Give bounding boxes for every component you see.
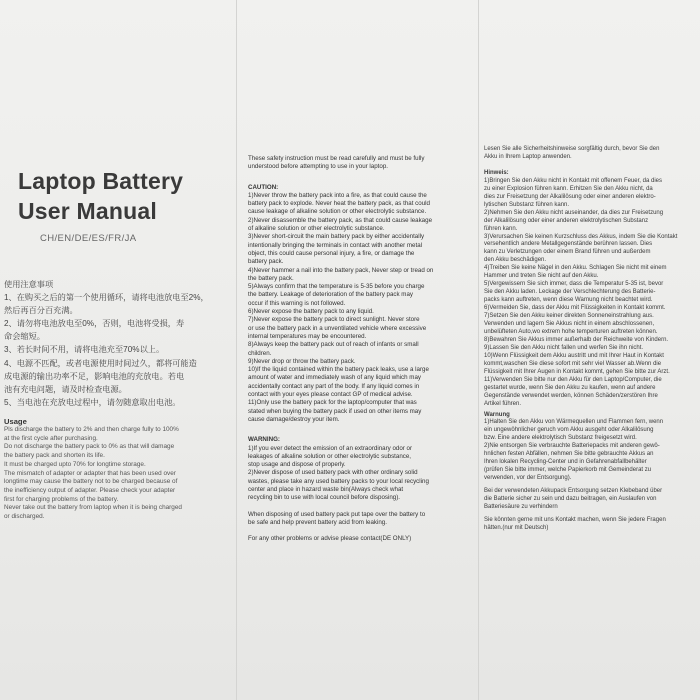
usage-line: The mismatch of adapter or adapter that has been used over: [4, 469, 176, 477]
caution-line: cause damage/destroy your item.: [248, 415, 340, 423]
de-warn-line: 2)Nie entsorgen Sie verbrauchte Batteriepacks mit anderen gewö-: [484, 443, 660, 450]
caution-line: 9)Never drop or throw the battery pack.: [248, 357, 356, 365]
usage-line: Do not discharge the battery pack to 0% as that will damage: [4, 443, 175, 451]
de-line: kann zu Verletzungen oder einem Brand führen und außerdem: [484, 249, 651, 256]
caution-line: 1)Never throw the battery pack into a fire, as that could cause the: [248, 191, 427, 199]
de-line: Sie den Akku laden. Leckage der Verschlechterung des Batterie-: [484, 289, 656, 296]
warning-line: leakages of alkaline solution or other electrolytic substance,: [248, 452, 412, 460]
de-line: 4)Treiben Sie keine Nägel in den Akku. Schlagen Sie nicht mit einem: [484, 265, 667, 272]
de-closing-line: Bei der verwendeten Akkupack Entsorgung setzen Klebeband über: [484, 488, 663, 495]
de-warn-line: (prüfen Sie bitte immer, welche Papierkorb mit Gemeinderat zu: [484, 467, 652, 474]
de-line: lytischen Substanz führen kann.: [484, 201, 570, 208]
de-intro-line: Akku in Ihrem Laptop anwenden.: [484, 153, 572, 160]
usage-heading: Usage: [4, 417, 27, 426]
de-line: 3)Verursachen Sie keinen Kurzschluss des Akkus, indem Sie die Kontakt: [484, 233, 678, 240]
de-line: 2)Nehmen Sie den Akku nicht auseinander, da dies zur Freisetzung: [484, 209, 664, 216]
de-line: unbelüfteten Auto,wo extrem hohe temperturen auftreten können.: [484, 328, 658, 335]
zh-line: 3、若长时间不用，请将电池充至70%以上。: [4, 345, 165, 355]
de-line: der Alkalilösung oder einer anderen elektrolytischen Substanz: [484, 217, 649, 224]
en-intro-line: These safety instruction must be read carefully and must be fully: [248, 155, 425, 162]
caution-line: children.: [248, 349, 272, 357]
de-line: Gegenstände verwendet werden, können Schäden/zerstören Ihre: [484, 392, 658, 399]
caution-line: amount of water and immediately wash of any liquid which may: [248, 374, 421, 382]
caution-line: the battery pack.: [248, 274, 294, 282]
caution-line: internal temperatures may be encountered.: [248, 332, 367, 340]
zh-line: 池有充电问题，请及时检查电源。: [4, 384, 127, 394]
zh-line: 然后再百分百充满。: [4, 306, 78, 316]
de-line: den Akku beschädigen.: [484, 257, 547, 264]
caution-line: accidentally contact any part of the body. If any liquid comes in: [248, 382, 420, 390]
zh-line: 2、请勿将电池放电至0%，否则，电池将受损，寿: [4, 319, 185, 329]
warning-line: 2)Never dispose of used battery pack with other ordinary solid: [248, 469, 418, 477]
de-warn-line: verwenden, vor der Entsorgung).: [484, 475, 572, 482]
de-line: 11)Verwenden Sie bitte nur den Akku für den Laptop/Computer, die: [484, 376, 662, 383]
caution-line: 10)If the liquid contained within the battery pack leaks, use a large: [248, 366, 429, 374]
de-line: 1)Bringen Sie den Akku nicht in Kontakt mit offenem Feuer, da dies: [484, 177, 662, 184]
usage-line: Pls discharge the battery to 2% and then charge fully to 100%: [4, 426, 179, 433]
column-german: [482, 0, 700, 700]
usage-line: at the first cycle after purchasing.: [4, 434, 98, 442]
caution-line: 11)Only use the battery pack for the laptop/computer that was: [248, 399, 417, 407]
column-divider: [478, 0, 479, 700]
warning-line: stop usage and dispose of properly.: [248, 461, 346, 469]
caution-line: occur if this warning is not followed.: [248, 299, 346, 307]
zh-line: 命会缩短。: [4, 332, 45, 342]
de-line: 8)Bewahren Sie Akkus immer außerhalb der Reichweite von Kindern.: [484, 336, 669, 343]
usage-line: the inefficiency output of adapter. Please check your adapter: [4, 486, 176, 494]
caution-line: cause leakage of alkaline solution or other electrolytic substance.: [248, 208, 427, 216]
usage-line: the battery pack and shorten its life.: [4, 452, 105, 460]
de-line: 5)Vergewissern Sie sich immer, dass die Temperatur 5-35 ist, bevor: [484, 281, 664, 288]
caution-line: stated when buying the battery pack if used on other items may: [248, 407, 422, 415]
caution-line: 6)Never expose the battery pack to any liquid.: [248, 308, 374, 316]
caution-line: intentionally bringing the terminals in contact with another metal: [248, 241, 423, 249]
en-intro-line: understood before attempting to use in your laptop.: [248, 163, 388, 171]
contact-line: For any other problems or advise please contact(DE ONLY): [248, 535, 412, 543]
de-warn-line: hnlichen festen Abfällen, nehmen Sie bitte gebrauchte Akkus an: [484, 451, 654, 458]
de-line: packs kann auftreten, wenn diese Warnung nicht beachtet wird.: [484, 297, 653, 304]
manual-title: [18, 166, 228, 226]
caution-line: 5)Always confirm that the temperature is 5-35 before you charge: [248, 283, 425, 291]
usage-line: first for charging problems of the battery.: [4, 495, 119, 503]
warning-line: center and place in hazard waste bin(Always check what: [248, 485, 404, 493]
warning-line: recycling bin to use with local council before disposing).: [248, 494, 401, 502]
de-contact-line: hätten.(nur mit Deutsch): [484, 524, 549, 531]
caution-line: battery pack.: [248, 258, 284, 266]
usage-line: longtime may cause the battery not to be charged because of: [4, 478, 178, 486]
hinweis-heading: Hinweis:: [484, 169, 509, 176]
caution-line: of alkaline solution or other electrolytic substance.: [248, 225, 385, 233]
usage-line: or discharged.: [4, 513, 45, 521]
title-line-1: Laptop Battery: [18, 168, 184, 194]
de-line: 6)Vermeiden Sie, dass der Akku mit Flüssigkeiten in Kontakt kommt.: [484, 305, 666, 312]
zh-line: 1、在购买之后的第一个使用循环，请将电池放电至2%，: [4, 293, 209, 303]
de-warn-line: Ihren lokalen Recycling-Center und in Gefahrenabfallbehälter: [484, 459, 647, 466]
title-line-2: User Manual: [18, 198, 157, 224]
caution-line: or use the battery pack in a unventilated vehicle where excessive: [248, 324, 427, 332]
closing-line: When disposing of used battery pack put tape over the battery to: [248, 510, 426, 518]
de-closing-line: Batteriesäure zu verhindern: [484, 503, 558, 510]
zh-line: 4、电源不匹配，或者电源使用时间过久，都将可能造: [4, 358, 197, 368]
chinese-instructions: [4, 278, 226, 409]
column-divider: [236, 0, 237, 700]
warning-line: wastes, please take any used battery packs to your local recycling: [248, 477, 429, 485]
caution-heading: CAUTION:: [248, 183, 279, 191]
closing-line: be safe and help prevent battery acid from leaking.: [248, 518, 387, 526]
de-warn-line: ein ungewöhnlicher geruch vom Akku ausgeht oder Alkalilösung: [484, 427, 654, 434]
de-line: 9)Lassen Sie den Akku nicht fallen und werfen Sie ihn nicht.: [484, 344, 644, 351]
de-line: gestartet wurde, wenn Sie den Akku zu kaufen, wenn auf andere: [484, 384, 656, 391]
de-line: dies zur Freisetzung der Alkalilösung oder einer anderen elektro-: [484, 193, 656, 200]
de-line: Verwenden und lagern Sie Akkus nicht in einem abschlossenen,: [484, 321, 655, 328]
language-list: CH/EN/DE/ES/FR/JA: [40, 233, 137, 244]
warning-line: 1)If you ever detect the emission of an extraordinary odor or: [248, 444, 413, 452]
de-line: kommt,waschen Sie diese sofort mit sehr viel Wasser ab.Wenn die: [484, 360, 662, 367]
de-line: versehentlich andere Metallgegenstände berühren lassen. Dies: [484, 241, 653, 248]
de-line: 7)Setzen Sie den Akku keiner direkten Sonneneinstrahlung aus.: [484, 313, 654, 320]
zh-line: 5、当电池在充放电过程中，请勿随意取出电池。: [4, 397, 181, 407]
caution-line: 8)Always keep the battery pack out of reach of infants or small: [248, 341, 419, 349]
de-line: 10)Wenn Flüssigkeit dem Akku austritt und mit Ihrer Haut in Kontakt: [484, 352, 664, 359]
caution-line: the battery. Leakage of deterioration of the battery pack may: [248, 291, 413, 299]
caution-line: 7)Never expose the battery pack to direct sunlight. Never store: [248, 316, 420, 324]
usage-text: [4, 426, 232, 522]
warning-heading: WARNING:: [248, 436, 280, 444]
zh-line: 成电源的输出功率不足，影响电池的充放电。若电: [4, 371, 185, 381]
de-warn-line: 1)Halten Sie den Akku von Wärmequellen und Flammen fern, wenn: [484, 419, 664, 426]
zh-line: 使用注意事项: [4, 280, 54, 289]
caution-line: battery pack to explode. Never heat the battery pack, as that could: [248, 200, 430, 208]
usage-line: It must be charged upto 70% for longtime storage.: [4, 460, 146, 468]
german-instructions: [484, 146, 698, 533]
caution-line: 4)Never hammer a nail into the battery pack, Never step or tread on: [248, 266, 434, 274]
de-intro-line: Lesen Sie alle Sicherheitshinweise sorgfältig durch, bevor Sie den: [484, 146, 660, 152]
de-contact-line: Sie könnten gerne mit uns Kontakt machen, wenn Sie jedere Fragen: [484, 516, 666, 523]
de-line: führen kann.: [484, 225, 518, 232]
caution-line: 3)Never short-circuit the main battery pack by either accidentally: [248, 233, 425, 241]
usage-line: Never take out the battery from laptop when it is being charged: [4, 504, 182, 512]
de-line: Flüssigkeit mit Ihrer Augen in Kontakt kommt, gehen Sie bitte zur Arzt.: [484, 368, 670, 375]
de-closing-line: die Batterie sicher zu sein und dazu beitragen, ein Auslaufen von: [484, 496, 657, 503]
de-line: Artikel führen.: [484, 400, 522, 407]
de-warn-line: bzw. Eine andere elektrolytisch Substanz freigesetzt wird.: [484, 435, 637, 442]
caution-line: contact with your eyes please contact GP of medical advise.: [248, 391, 413, 399]
caution-line: 2)Never disassemble the battery pack, as that could cause leakage: [248, 216, 433, 224]
warnung-heading: Warnung: [484, 411, 510, 418]
english-instructions: [248, 155, 472, 543]
de-line: zu einer Explosion führen kann. Erhitzen Sie den Akku nicht, da: [484, 185, 653, 192]
de-line: Hammer und treten Sie nicht auf den Akku.: [484, 273, 599, 280]
caution-line: object, this could cause personal injury, a fire, or damage the: [248, 249, 415, 257]
